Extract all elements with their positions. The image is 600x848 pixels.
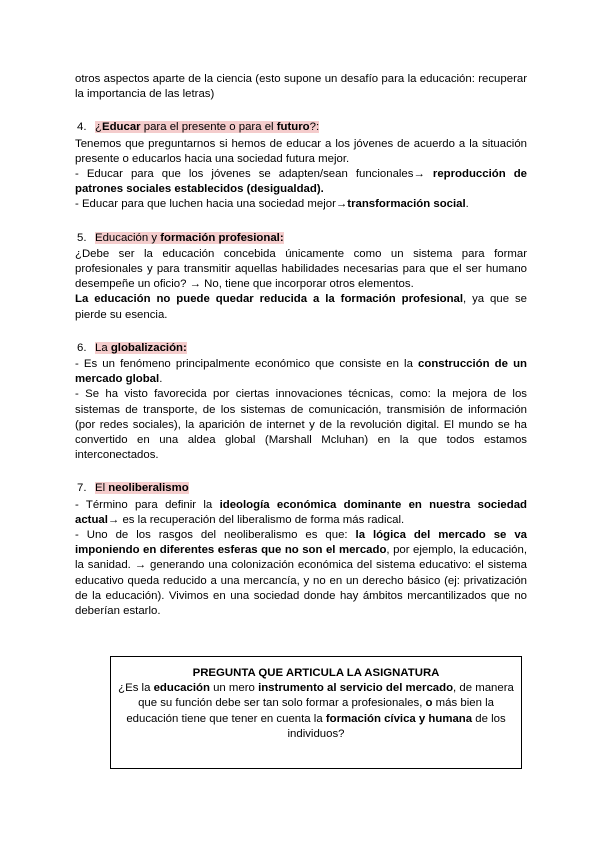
text-run-bold: educación [153, 682, 210, 695]
section-5-paragraph-2 [75, 292, 527, 322]
intro-block [75, 72, 527, 102]
section-4 [75, 120, 527, 212]
section-4-title-part: para el presente o para el [140, 121, 277, 134]
section-5-title-bold: formación profesional: [160, 231, 284, 244]
text-run: - Es un fenómeno principalmente económico que consiste en la [75, 358, 419, 371]
text-run: . [159, 373, 163, 386]
key-question-box [110, 656, 522, 769]
section-6-number: 6. [77, 341, 87, 354]
section-4-number: 4. [77, 121, 87, 134]
text-run: , por ejemplo, la educación, la sanidad. → generando una colonización económica del sistema educativo: el sistema educativo queda reducido a una mercancía, y no en un derecho básico (ej: privatización de la educación). Vivimos en una sociedad donde hay ámbitos mercantilizados que no deberían estarlo. [75, 544, 527, 618]
section-7-number: 7. [77, 482, 87, 495]
section-6 [75, 341, 527, 464]
document-page [75, 72, 527, 637]
text-run-bold: o [425, 697, 433, 710]
text-run: - Educar para que los jóvenes se adapten/sean funcionales→ [75, 168, 433, 181]
text-run: - Término para definir la [75, 498, 220, 511]
section-7-title [95, 482, 189, 494]
section-7 [75, 481, 527, 619]
section-4-title-part: ¿ [95, 121, 102, 134]
section-4-paragraph-3 [75, 197, 527, 212]
section-7-paragraph-2 [75, 528, 527, 619]
text-run-bold: formación cívica y humana [325, 712, 473, 725]
text-run: un mero [209, 682, 259, 695]
text-run: ¿Es la [118, 682, 154, 695]
text-run-bold: reproducción de patrones sociales establecidos (desigualdad). [75, 168, 527, 196]
text-run-bold: construcción de un mercado global [75, 358, 528, 386]
section-6-title [95, 342, 187, 354]
section-7-heading [75, 481, 527, 496]
section-4-paragraph-2 [75, 167, 527, 197]
text-run: . [465, 198, 469, 211]
text-run-bold: transformación social [347, 198, 466, 211]
section-4-heading [75, 120, 527, 135]
intro-paragraph: otros aspectos aparte de la ciencia (esto supone un desafío para la educación: recuperar la importancia de las letras) [75, 73, 527, 101]
section-6-title-bold: globalización: [110, 341, 187, 354]
section-7-paragraph-1 [75, 498, 527, 528]
section-4-paragraph-1: Tenemos que preguntarnos si hemos de educar a los jóvenes de acuerdo a la situación presente o educarlos hacia una sociedad futura mejor. [75, 137, 527, 165]
section-5-title [95, 232, 284, 244]
text-run: → es la recuperación del liberalismo de forma más radical. [107, 513, 405, 526]
key-question-text [111, 681, 521, 742]
text-run-bold: instrumento al servicio del mercado [258, 682, 454, 695]
section-5-title-part: Educación y [95, 231, 161, 244]
text-run: - Uno de los rasgos del neoliberalismo es que: [75, 529, 356, 542]
section-4-title-part: ?: [309, 121, 320, 134]
text-run-bold: la lógica del mercado se va imponiendo en diferentes esferas que no son el mercado [75, 529, 527, 557]
text-run-bold: La educación no puede quedar reducida a la formación profesional [75, 293, 464, 306]
key-question-title [111, 666, 521, 681]
text-run: - Educar para que luchen hacia una sociedad mejor→ [75, 198, 348, 211]
section-5-paragraph-1: ¿Debe ser la educación concebida únicamente como un sistema para formar profesionales y para transmitir aquellas habilidades necesarias para que el ser humano desempeñe un oficio? → No, tiene que incorporar otros elementos. [75, 247, 527, 291]
text-run: más bien la educación tiene que tener en cuenta la [126, 697, 494, 725]
text-run: de los individuos? [287, 712, 506, 740]
section-4-title [95, 121, 319, 133]
section-7-title-part: El [95, 482, 109, 495]
key-question-title-text: PREGUNTA QUE ARTICULA LA ASIGNATURA [192, 667, 440, 679]
section-6-title-part: La [95, 341, 111, 354]
section-4-title-bold: Educar [101, 121, 141, 134]
section-6-heading [75, 341, 527, 356]
text-run-bold: ideología económica dominante en nuestra sociedad actual [75, 498, 528, 526]
section-5-heading [75, 231, 527, 246]
section-4-title-bold: futuro [276, 121, 310, 134]
section-6-paragraph-2: - Se ha visto favorecida por ciertas innovaciones técnicas, como: la mejora de los sistemas de transporte, de los sistemas de comunicación, transmisión de información (por redes sociales), la aparición de internet y de la revolución digital. El mundo se ha convertido en una aldea global (Marshall Mcluhan) en la que todos estamos interconectados. [75, 388, 527, 462]
text-run: , ya que se pierde su esencia. [75, 293, 527, 321]
section-5-number: 5. [77, 231, 87, 244]
section-5 [75, 231, 527, 323]
section-6-paragraph-1 [75, 357, 527, 387]
text-run: , de manera que su función debe ser tan solo formar a profesionales, [138, 682, 514, 710]
section-7-title-bold: neoliberalismo [108, 482, 189, 495]
